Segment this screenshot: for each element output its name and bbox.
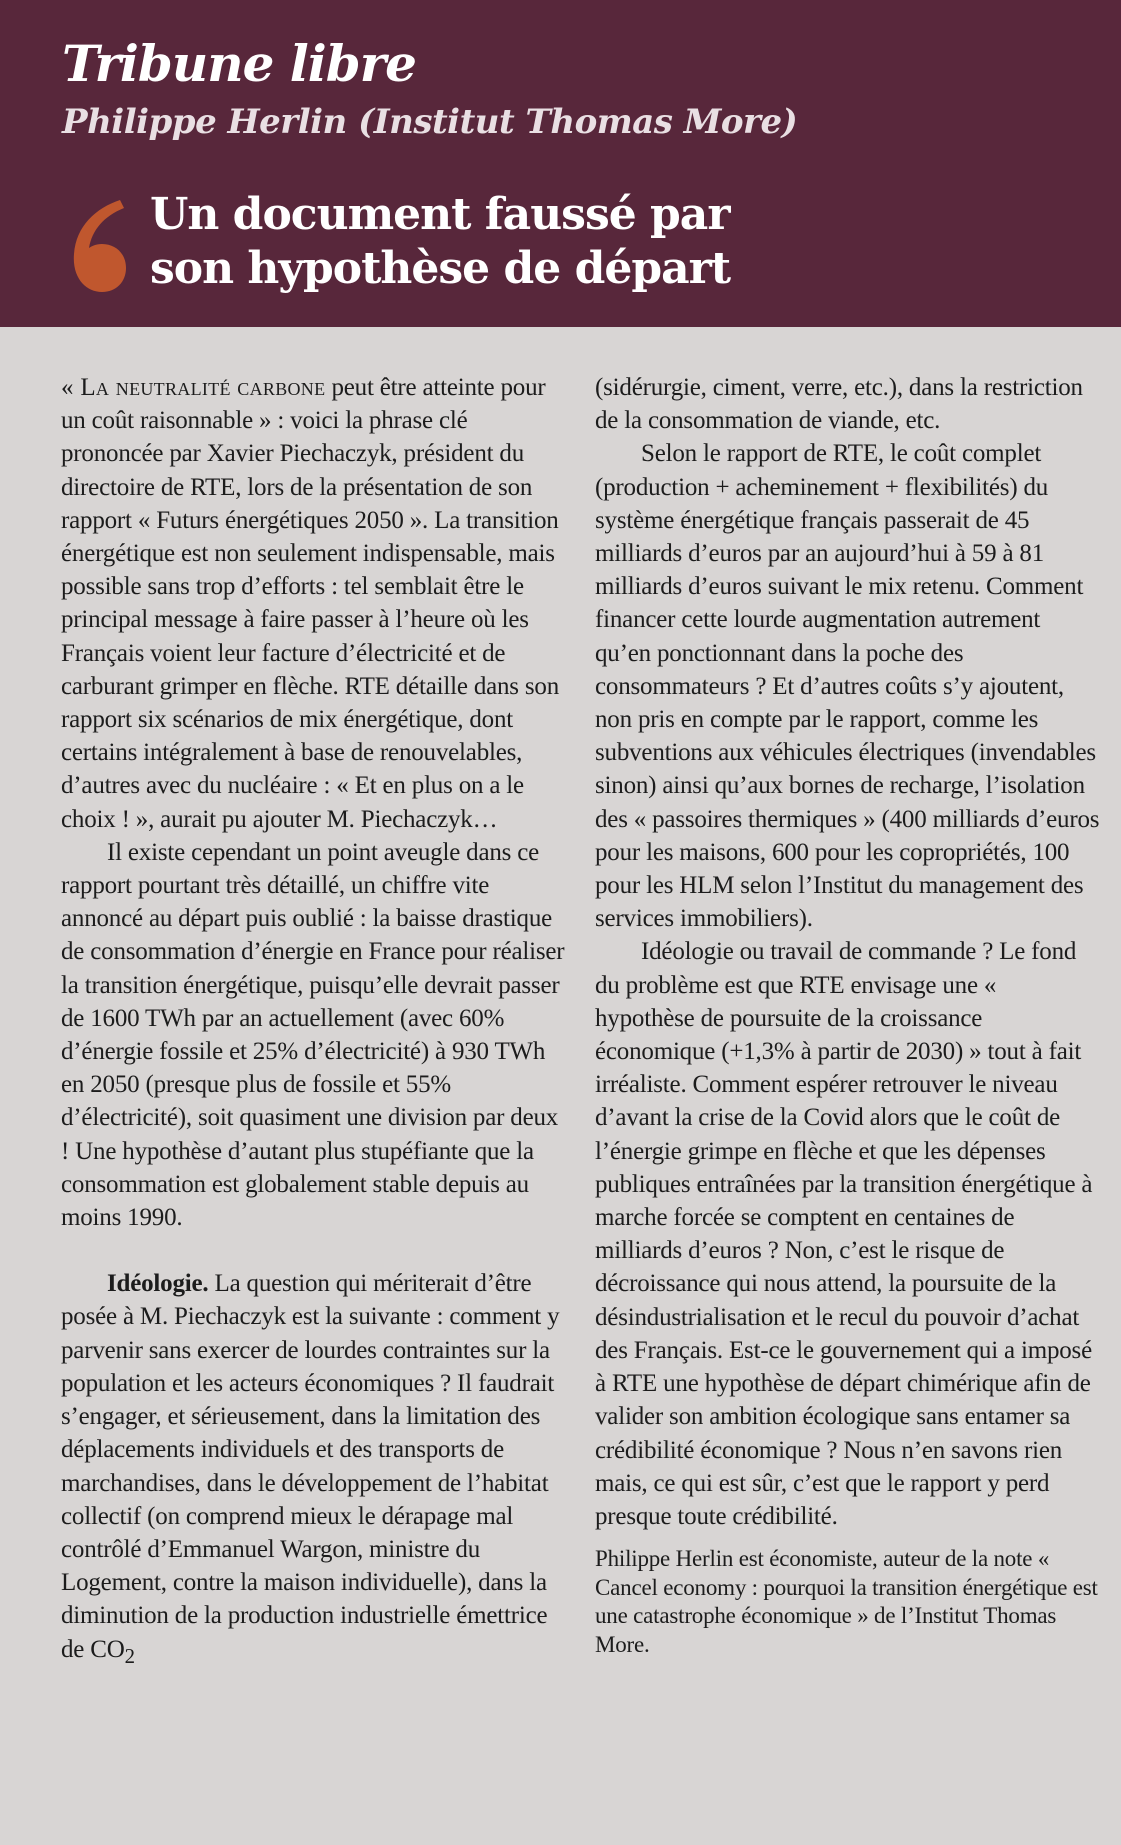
intro-body: peut être atteinte pour un coût raisonnable » : voici la phrase clé prononcée par Xavier Piechaczyk, président du directoire de RTE, lors de la présentation de son rapport « Futurs énergétiques 2050 ». La transition énergétique est non seulement indispensable, mais possible sans trop d’efforts : tel semblait être le principal message à faire passer à l’heure où les Français voient leur facture d’électricité et de carburant grimper en flèche. RTE détaille dans son rapport six scénarios de mix énergétique, dont certains intégralement à base de renouvelables, d’autres avec du nucléaire : « Et en plus on a le choix ! », aurait pu ajouter M. Piechaczyk… — [61, 374, 560, 833]
paragraph-intro — [61, 371, 566, 836]
author-line: Philippe Herlin (Institut Thomas More) — [62, 102, 798, 142]
headline-line-2: son hypothèse de départ — [150, 243, 731, 294]
rubric-title: Tribune libre — [62, 34, 416, 93]
paragraph-blind-spot: Il existe cependant un point aveugle dans ce rapport pourtant très détaillé, un chiffre vite annoncé au départ puis oublié : la baisse drastique de consommation d’énergie en France pour réaliser la transition énergétique, puisqu’elle devrait passer de 1600 TWh par an actuellement (avec 60% d’énergie fossile et 25% d’électricité) à 930 TWh en 2050 (presque plus de fossile et 55% d’électricité), soit quasiment une division par deux ! Une hypothèse d’autant plus stupéfiante que la consommation est globalement stable depuis au moins 1990. — [61, 838, 565, 1232]
headline — [150, 188, 730, 296]
article-column-left — [61, 371, 566, 1673]
intro-lead: « La neutralité carbone — [61, 374, 326, 401]
headline-line-1: Un document faussé par — [150, 189, 730, 240]
header-banner — [0, 0, 1121, 327]
article-column-right — [595, 371, 1100, 1659]
co2-subscript: 2 — [124, 1643, 135, 1668]
author-bio: Philippe Herlin est économiste, auteur de la note « Cancel economy : pourquoi la transition énergétique est une catastrophe économique » de l’Institut Thomas More. — [595, 1546, 1098, 1657]
section-lead-ideologie: Idéologie. — [107, 1270, 209, 1298]
paragraph-cost: Selon le rapport de RTE, le coût complet (production + acheminement + flexibilités) du système énergétique français passerait de 45 milliards d’euros par an aujourd’hui à 59 à 81 milliards d’euros suivant le mix retenu. Comment financer cette lourde augmentation autrement qu’en ponctionnant dans la poche des consommateurs ? Et d’autres coûts s’y ajoutent, non pris en compte par le rapport, comme les subventions aux véhicules électriques (invendables sinon) ainsi qu’aux bornes de recharge, l’isolation des « passoires thermiques » (400 milliards d’euros pour les maisons, 600 pour les copropriétés, 100 pour les HLM selon l’Institut du management des services immobiliers). — [595, 440, 1100, 933]
paragraph-ideologie — [61, 1267, 566, 1672]
quote-mark-icon — [62, 196, 132, 296]
paragraph-conclusion: Idéologie ou travail de commande ? Le fond du problème est que RTE envisage une « hypothèse de poursuite de la croissance économique (+1,3% à partir de 2030) » tout à fait irréaliste. Comment espérer retrouver le niveau d’avant la crise de la Covid alors que le coût de l’énergie grimpe en flèche et que les dépenses publiques entraînées par la transition énergétique à marche forcée se comptent en centaines de milliards d’euros ? Non, c’est le risque de décroissance qui nous attend, la poursuite de la désindustrialisation et le recul du pouvoir d’achat des Français. Est-ce le gouvernement qui a imposé à RTE une hypothèse de départ chimérique afin de valider son ambition écologique sans entamer sa crédibilité économique ? Nous n’en savons rien mais, ce qui est sûr, c’est que le rapport y perd presque toute crédibilité. — [595, 938, 1093, 1530]
ideologie-body: La question qui mériterait d’être posée à M. Piechaczyk est la suivante : comment y parvenir sans exercer de lourdes contraintes sur la population et les acteurs économiques ? Il faudrait s’engager, et sérieusement, dans la limitation des déplacements individuels et des transports de marchandises, dans le développement de l’habitat collectif (on comprend mieux le dérapage mal contrôlé d’Emmanuel Wargon, ministre du Logement, contre la maison individuelle), dans la diminution de la production industrielle émettrice de CO — [61, 1270, 560, 1663]
section-gap — [61, 1234, 566, 1267]
paragraph-ideologie-continued: (sidérurgie, ciment, verre, etc.), dans la restriction de la consommation de viande, etc. — [595, 374, 1083, 435]
